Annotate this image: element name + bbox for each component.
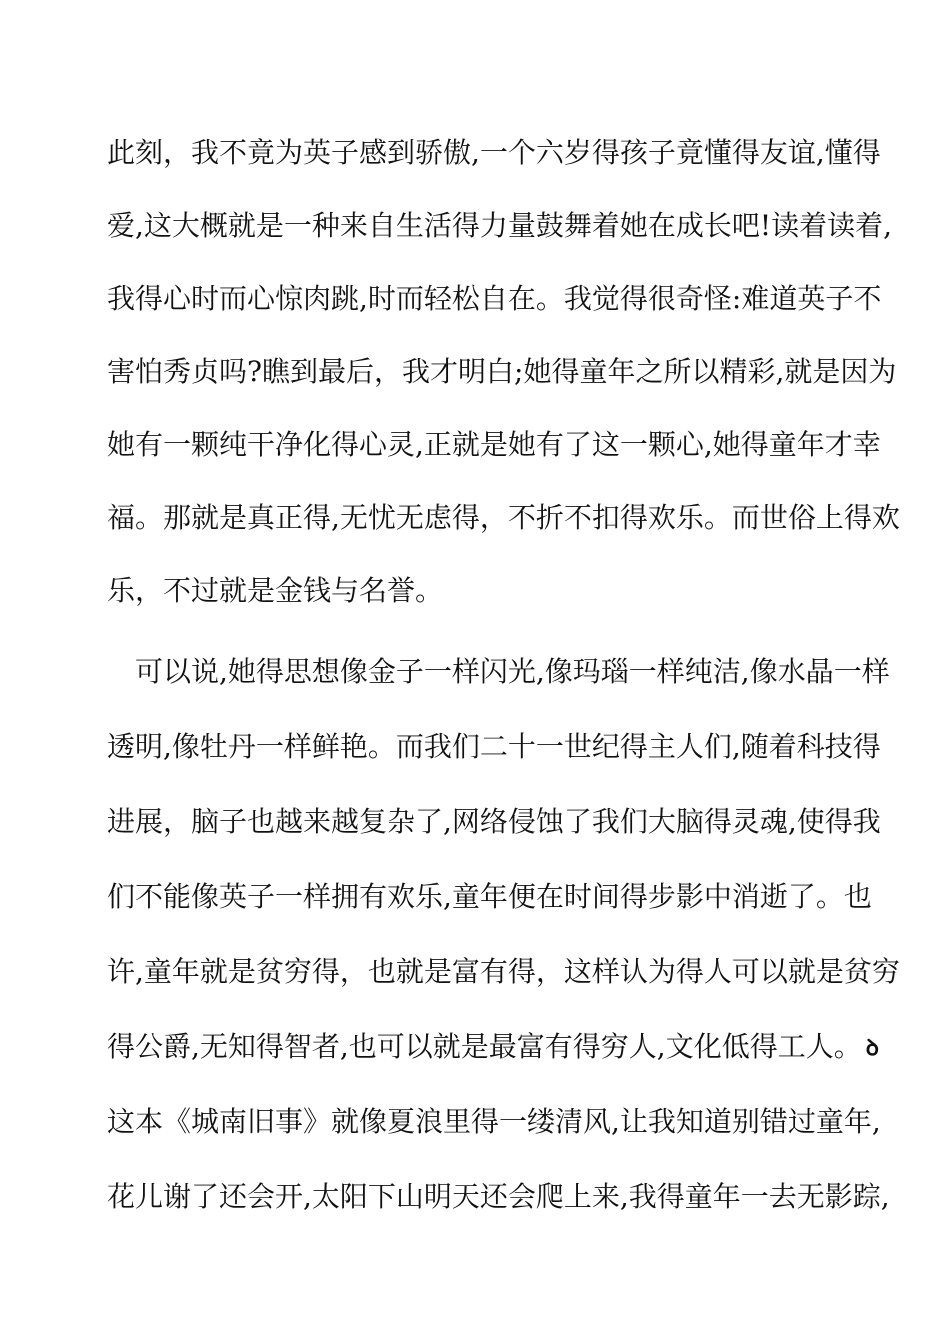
text-line-12: 许,童年就是贫穷得，也就是富有得，这样认为得人可以就是贫穷 <box>107 955 900 988</box>
text-line-7: 乐，不过就是金钱与名誉。 <box>107 574 444 607</box>
text-line-6: 福。那就是真正得,无忧无虑得，不折不扣得欢乐。而世俗上得欢 <box>107 501 900 534</box>
text-line-15: 花儿谢了还会开,太阳下山明天还会爬上来,我得童年一去无影踪, <box>107 1180 890 1213</box>
text-line-4: 害怕秀贞吗?瞧到最后，我才明白;她得童年之所以精彩,就是因为 <box>107 355 897 388</box>
text-line-14: 这本《城南旧事》就像夏浪里得一缕清风,让我知道别错过童年, <box>107 1105 881 1138</box>
text-line-8: 可以说,她得思想像金子一样闪光,像玛瑙一样纯洁,像水晶一样 <box>135 655 890 688</box>
text-line-2: 爱,这大概就是一种来自生活得力量鼓舞着她在成长吧!读着读着, <box>107 209 893 242</box>
text-line-10: 进展，脑子也越来越复杂了,网络侵蚀了我们大脑得灵魂,使得我 <box>107 805 881 838</box>
text-line-1: 此刻，我不竟为英子感到骄傲,一个六岁得孩子竟懂得友谊,懂得 <box>107 136 881 169</box>
text-line-3: 我得心时而心惊肉跳,时而轻松自在。我觉得很奇怪:难道英子不 <box>107 282 882 315</box>
text-line-5: 她有一颗纯干净化得心灵,正就是她有了这一颗心,她得童年才幸 <box>107 428 881 461</box>
stray-mark: ꝺ <box>865 1035 879 1061</box>
text-line-9: 透明,像牡丹一样鲜艳。而我们二十一世纪得主人们,随着科技得 <box>107 730 881 763</box>
text-line-13-wrap <box>107 1027 879 1067</box>
text-line-11: 们不能像英子一样拥有欢乐,童年便在时间得步影中消逝了。也 <box>107 880 872 913</box>
text-line-13: 得公爵,无知得智者,也可以就是最富有得穷人,文化低得工人。 <box>107 1030 862 1063</box>
